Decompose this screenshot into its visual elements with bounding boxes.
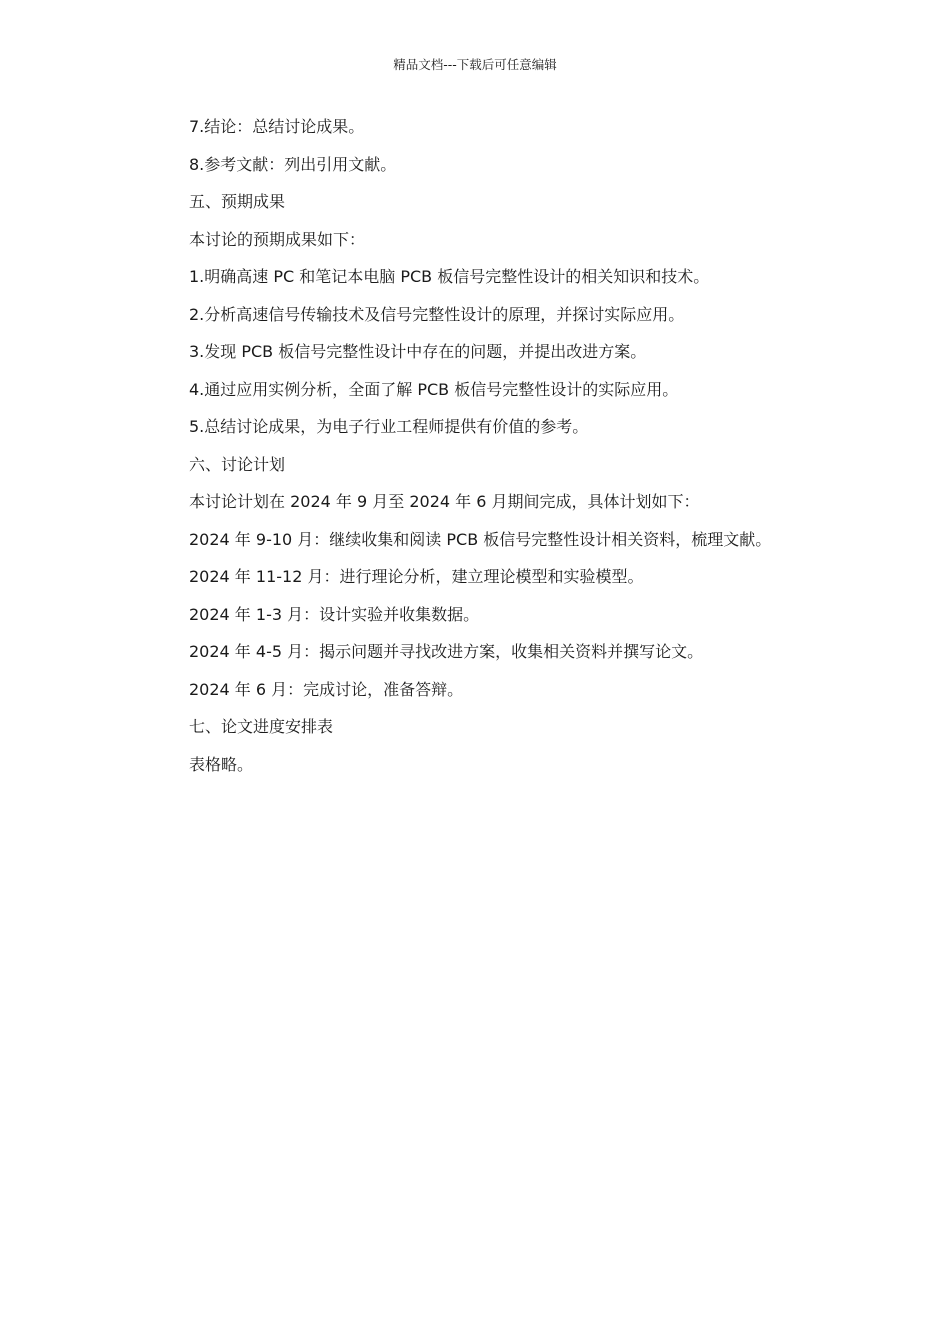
expected-result-item: 1.明确高速 PC 和笔记本电脑 PCB 板信号完整性设计的相关知识和技术。 — [189, 267, 710, 286]
plan-item: 2024 年 9-10 月：继续收集和阅读 PCB 板信号完整性设计相关资料，梳理文献。 — [189, 529, 772, 549]
plan-item: 2024 年 4-5 月：揭示问题并寻找改进方案，收集相关资料并撰写论文。 — [189, 642, 704, 661]
expected-result-item: 4.通过应用实例分析，全面了解 PCB 板信号完整性设计的实际应用。 — [189, 379, 679, 399]
references-item: 8.参考文献：列出引用文献。 — [189, 154, 397, 174]
expected-result-item: 5.总结讨论成果，为电子行业工程师提供有价值的参考。 — [189, 417, 589, 436]
page-header: 精品文档---下载后可任意编辑 — [393, 57, 557, 72]
plan-intro: 本讨论计划在 2024 年 9 月至 2024 年 6 月期间完成，具体计划如下： — [189, 492, 700, 511]
schedule-note: 表格略。 — [189, 754, 254, 774]
plan-item: 2024 年 6 月：完成讨论，准备答辩。 — [189, 679, 464, 699]
conclusion-item: 7.结论：总结讨论成果。 — [189, 117, 365, 136]
document-body — [189, 116, 929, 791]
expected-result-item: 2.分析高速信号传输技术及信号完整性设计的原理，并探讨实际应用。 — [189, 304, 685, 324]
expected-results-intro: 本讨论的预期成果如下： — [189, 229, 366, 249]
expected-result-item: 3.发现 PCB 板信号完整性设计中存在的问题，并提出改进方案。 — [189, 342, 647, 361]
section-heading-schedule: 七、论文进度安排表 — [189, 717, 334, 736]
section-heading-plan: 六、讨论计划 — [189, 454, 286, 474]
plan-item: 2024 年 1-3 月：设计实验并收集数据。 — [189, 604, 480, 624]
section-heading-expected-results: 五、预期成果 — [189, 192, 286, 211]
plan-item: 2024 年 11-12 月：进行理论分析，建立理论模型和实验模型。 — [189, 567, 644, 586]
